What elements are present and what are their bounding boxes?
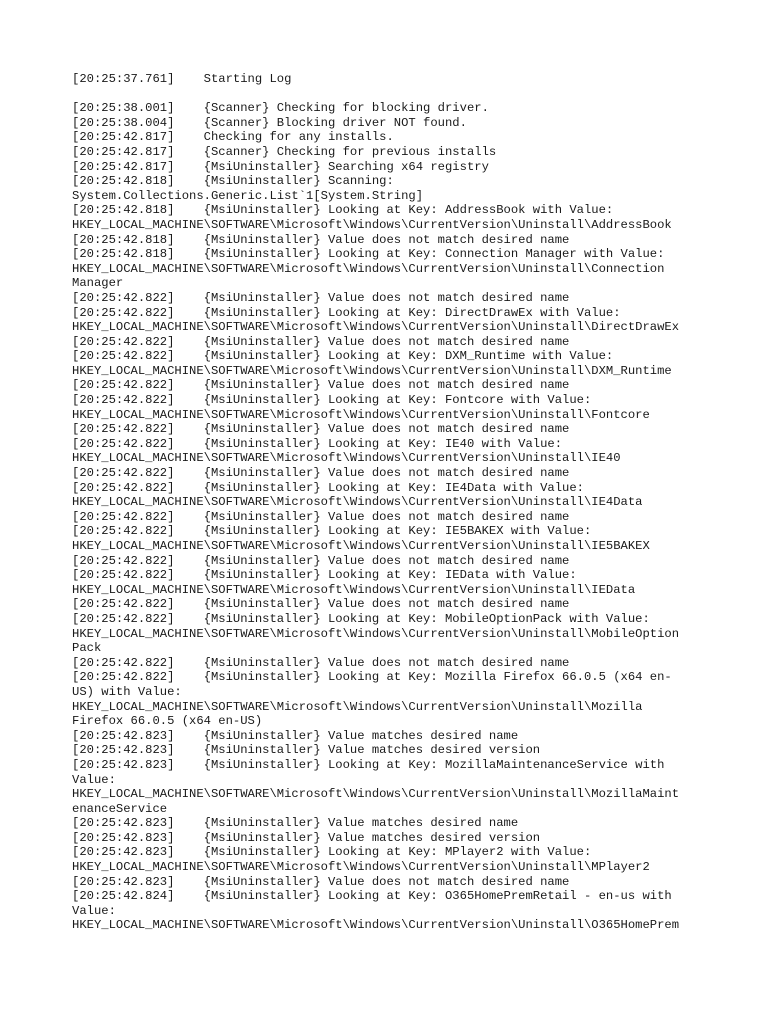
log-line: [20:25:42.822] {MsiUninstaller} Looking at Key: IE4Data with Value: (72, 480, 584, 495)
log-line: HKEY_LOCAL_MACHINE\SOFTWARE\Microsoft\Windows\CurrentVersion\Uninstall\AddressBook (72, 217, 672, 232)
log-text-block (72, 72, 712, 933)
log-line: HKEY_LOCAL_MACHINE\SOFTWARE\Microsoft\Windows\CurrentVersion\Uninstall\MPlayer2 (72, 860, 650, 875)
log-line: [20:25:42.824] {MsiUninstaller} Looking at Key: O365HomePremRetail - en-us with (72, 889, 672, 904)
log-line: [20:25:42.822] {MsiUninstaller} Looking at Key: Fontcore with Value: (72, 393, 592, 408)
log-line: [20:25:42.822] {MsiUninstaller} Value does not match desired name (72, 334, 570, 349)
log-line: HKEY_LOCAL_MACHINE\SOFTWARE\Microsoft\Windows\CurrentVersion\Uninstall\MozillaMaint (72, 787, 680, 802)
log-line: [20:25:42.823] {MsiUninstaller} Value matches desired version (72, 743, 541, 758)
log-line: [20:25:42.818] {MsiUninstaller} Scanning: (72, 174, 394, 189)
log-line: [20:25:37.761] Starting Log (72, 72, 292, 86)
log-line: [20:25:42.822] {MsiUninstaller} Value does not match desired name (72, 290, 570, 305)
log-line: [20:25:42.822] {MsiUninstaller} Looking at Key: DXM_Runtime with Value: (72, 349, 614, 364)
log-line: [20:25:42.818] {MsiUninstaller} Value does not match desired name (72, 232, 570, 247)
log-line: [20:25:42.822] {MsiUninstaller} Value does not match desired name (72, 466, 570, 481)
log-line: Manager (72, 276, 124, 291)
log-line: [20:25:42.822] {MsiUninstaller} Value does not match desired name (72, 509, 570, 524)
log-line: Firefox 66.0.5 (x64 en-US) (72, 714, 263, 729)
log-line: HKEY_LOCAL_MACHINE\SOFTWARE\Microsoft\Windows\CurrentVersion\Uninstall\MobileOption (72, 626, 680, 641)
log-line: HKEY_LOCAL_MACHINE\SOFTWARE\Microsoft\Windows\CurrentVersion\Uninstall\IE5BAKEX (72, 539, 650, 553)
log-line: [20:25:42.822] {MsiUninstaller} Looking at Key: IE5BAKEX with Value: (72, 524, 592, 539)
log-line: HKEY_LOCAL_MACHINE\SOFTWARE\Microsoft\Windows\CurrentVersion\Uninstall\DirectDrawEx (72, 320, 680, 335)
log-line: [20:25:38.001] {Scanner} Checking for blocking driver. (72, 101, 489, 116)
log-line: [20:25:42.822] {MsiUninstaller} Value does not match desired name (72, 378, 570, 393)
log-line: [20:25:42.823] {MsiUninstaller} Value does not match desired name (72, 874, 570, 889)
log-line: [20:25:42.822] {MsiUninstaller} Value does not match desired name (72, 655, 570, 670)
log-line: [20:25:42.822] {MsiUninstaller} Looking at Key: Mozilla Firefox 66.0.5 (x64 en- (72, 670, 672, 685)
log-line: [20:25:42.823] {MsiUninstaller} Looking at Key: MozillaMaintenanceService with (72, 757, 665, 772)
log-line: [20:25:42.817] Checking for any installs. (72, 130, 394, 145)
log-line: [20:25:42.822] {MsiUninstaller} Looking at Key: MobileOptionPack with Value: (72, 611, 650, 626)
log-line: HKEY_LOCAL_MACHINE\SOFTWARE\Microsoft\Windows\CurrentVersion\Uninstall\O365HomePrem (72, 918, 680, 933)
log-line: [20:25:42.823] {MsiUninstaller} Value matches desired name (72, 728, 519, 743)
log-line: [20:25:42.822] {MsiUninstaller} Looking at Key: DirectDrawEx with Value: (72, 305, 621, 320)
log-blank-line (72, 87, 712, 102)
log-line: [20:25:42.818] {MsiUninstaller} Looking at Key: AddressBook with Value: (72, 203, 614, 218)
log-line: [20:25:42.817] {Scanner} Checking for previous installs (72, 144, 497, 159)
log-line: Pack (72, 641, 102, 656)
log-line: Value: (72, 903, 116, 918)
log-line: [20:25:42.823] {MsiUninstaller} Value matches desired version (72, 830, 541, 845)
log-line: [20:25:42.818] {MsiUninstaller} Looking at Key: Connection Manager with Value: (72, 247, 665, 262)
log-line: [20:25:42.822] {MsiUninstaller} Looking at Key: IE40 with Value: (72, 436, 563, 451)
log-line: enanceService (72, 801, 168, 816)
log-line: HKEY_LOCAL_MACHINE\SOFTWARE\Microsoft\Windows\CurrentVersion\Uninstall\Connection (72, 261, 665, 276)
log-line: System.Collections.Generic.List`1[System.String] (72, 188, 424, 203)
log-line: HKEY_LOCAL_MACHINE\SOFTWARE\Microsoft\Windows\CurrentVersion\Uninstall\Mozilla (72, 699, 643, 714)
log-line: [20:25:42.822] {MsiUninstaller} Looking at Key: IEData with Value: (72, 568, 577, 583)
log-line: HKEY_LOCAL_MACHINE\SOFTWARE\Microsoft\Windows\CurrentVersion\Uninstall\IEData (72, 582, 636, 597)
log-line: HKEY_LOCAL_MACHINE\SOFTWARE\Microsoft\Windows\CurrentVersion\Uninstall\IE4Data (72, 495, 643, 510)
log-line: [20:25:42.823] {MsiUninstaller} Looking at Key: MPlayer2 with Value: (72, 845, 592, 860)
log-line: [20:25:38.004] {Scanner} Blocking driver NOT found. (72, 115, 467, 130)
log-line: [20:25:42.823] {MsiUninstaller} Value matches desired name (72, 816, 519, 831)
log-line: HKEY_LOCAL_MACHINE\SOFTWARE\Microsoft\Windows\CurrentVersion\Uninstall\DXM_Runtime (72, 363, 672, 378)
log-line: HKEY_LOCAL_MACHINE\SOFTWARE\Microsoft\Windows\CurrentVersion\Uninstall\Fontcore (72, 407, 650, 422)
log-line: Value: (72, 772, 116, 787)
log-line: HKEY_LOCAL_MACHINE\SOFTWARE\Microsoft\Windows\CurrentVersion\Uninstall\IE40 (72, 451, 621, 466)
log-line: US) with Value: (72, 684, 182, 699)
log-line: [20:25:42.822] {MsiUninstaller} Value does not match desired name (72, 597, 570, 612)
log-line: [20:25:42.817] {MsiUninstaller} Searching x64 registry (72, 159, 489, 174)
log-line: [20:25:42.822] {MsiUninstaller} Value does not match desired name (72, 422, 570, 437)
log-line: [20:25:42.822] {MsiUninstaller} Value does not match desired name (72, 553, 570, 568)
